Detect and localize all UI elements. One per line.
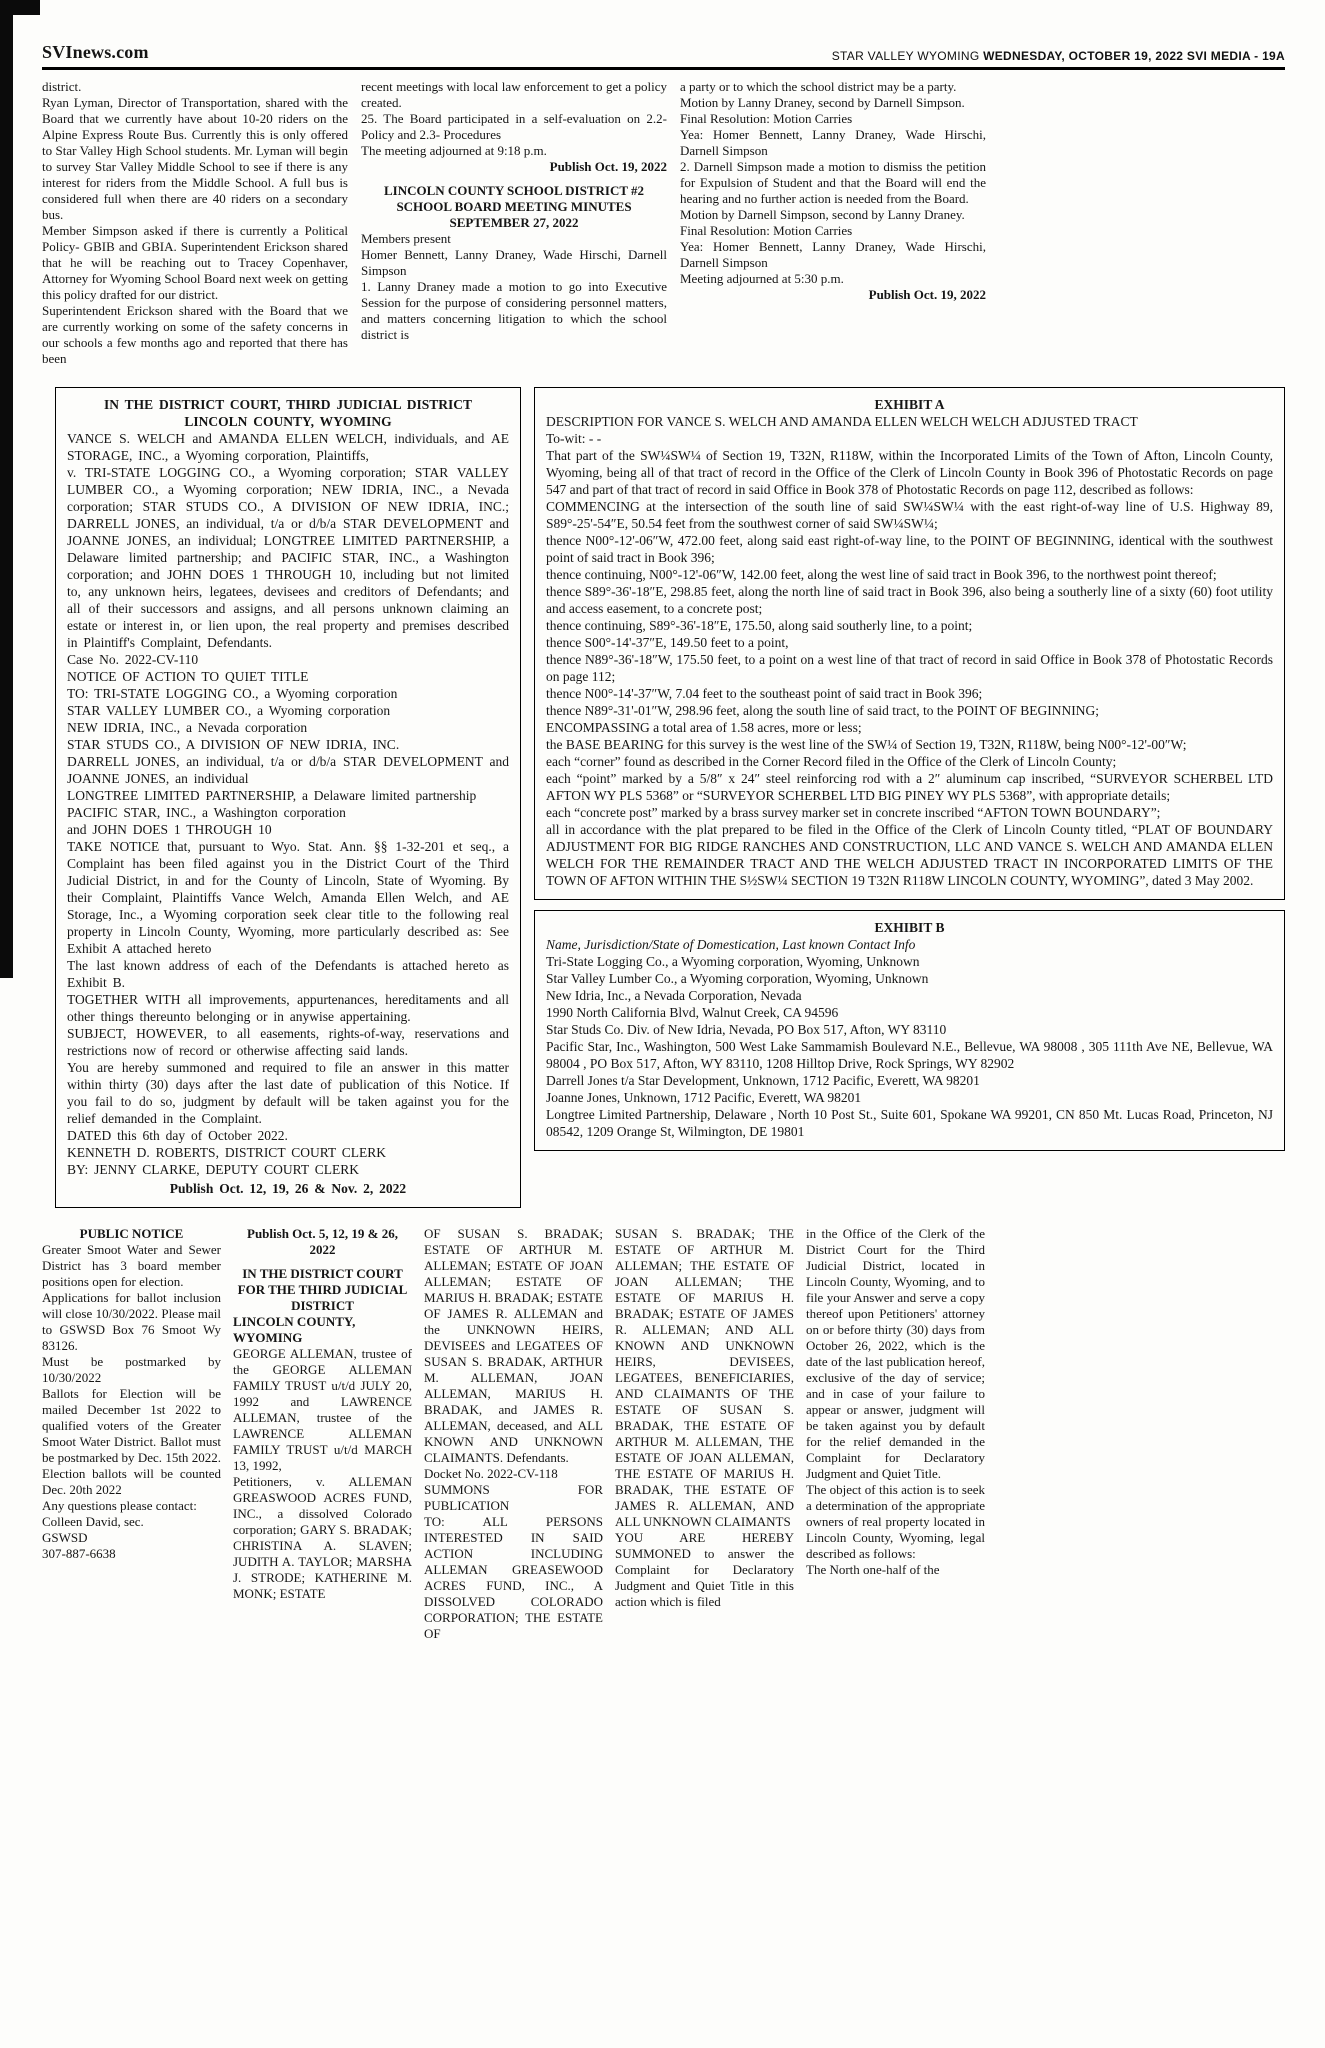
notice-paragraph: TOGETHER WITH all improvements, appurtenances, hereditaments and all other things thereunto belonging or in anywise appertaining. [67, 992, 509, 1024]
quiet-title-notice-box [55, 387, 521, 1208]
meeting-heading-line: SEPTEMBER 27, 2022 [449, 215, 579, 230]
minutes-paragraph: Member Simpson asked if there is currently a Political Policy- GBIB and GBIA. Superintendent Erickson shared that he will be reaching out to Tracey Copenhaver, Attorney for Wyoming School Board next week on getting this policy drafted for our district. [42, 223, 348, 302]
notice-paragraph: NEW IDRIA, INC., a Nevada corporation [67, 720, 308, 735]
minutes-paragraph: Members present [361, 231, 451, 246]
notice-paragraph: v. TRI-STATE LOGGING CO., a Wyoming corporation; STAR VALLEY LUMBER CO., a Wyoming corporation; NEW IDRIA, INC., a Nevada corporation; STAR STUDS CO., A DIVISION OF NEW IDRIA, INC.; DARRELL JONES, an individual, t/a or d/b/a STAR DEVELOPMENT and JOANNE JONES, an individual; LONGTREE LIMITED PARTNERSHIP, a Delaware limited partnership; and PACIFIC STAR, INC., a Washington corporation; and JOHN DOES 1 THROUGH 10, including but not limited to, any unknown heirs, legatees, devisees and creditors of Defendants; and all of their successors and assigns, and all persons unknown claiming an estate or interest in, or lien upon, the real property and premises described in Plaintiff's Complaint, Defendants. [67, 465, 509, 650]
minutes-paragraph: a party or to which the school district may be a party. [680, 79, 957, 94]
exhibit-b-entry: Pacific Star, Inc., Washington, 500 West Lake Sammamish Boulevard N.E., Bellevue, WA 98008 , 305 111th Ave NE, Bellevue, WA 98004 , PO Box 517, Afton, WY 83110, 1208 Hilltop Drive, Rock Springs, WY 82902 [546, 1039, 1273, 1071]
public-notice-paragraph: Must be postmarked by 10/30/2022 [42, 1354, 221, 1385]
minutes-column-2 [361, 79, 667, 367]
county-heading: LINCOLN COUNTY, WYOMING [233, 1314, 356, 1345]
exhibit-a-paragraph: COMMENCING at the intersection of the south line of said SW¼SW¼ with the east right-of-way line of U.S. Highway 89, S89°-25'-54″E, 50.54 feet from the southwest corner of said SW¼SW¼; [546, 499, 1273, 531]
publish-line: Publish Oct. 12, 19, 26 & Nov. 2, 2022 [169, 1181, 407, 1196]
exhibit-a-paragraph: thence S00°-14'-37″E, 149.50 feet to a point, [546, 635, 789, 650]
exhibit-a-paragraph: To-wit: - - [546, 431, 602, 446]
notice-paragraph: STAR STUDS CO., A DIVISION OF NEW IDRIA, INC. [67, 737, 400, 752]
summons-paragraph: Petitioners, v. ALLEMAN GREASWOOD ACRES FUND, INC., a dissolved Colorado corporation; GARY S. BRADAK; CHRISTINA A. SLAVEN; JUDITH A. TAYLOR; MARSHA J. STRODE; KATHERINE M. MONK; ESTATE [233, 1474, 412, 1601]
minutes-column-3 [680, 79, 986, 367]
exhibit-b-title: EXHIBIT B [874, 920, 945, 935]
exhibit-a-paragraph: the BASE BEARING for this survey is the west line of the SW¼ of Section 19, T32N, R118W, being N00°-12'-00″W; [546, 737, 1187, 752]
exhibit-b-legend: Name, Jurisdiction/State of Domestication, Last known Contact Info [546, 937, 916, 952]
summons-paragraph: Docket No. 2022-CV-118 [424, 1466, 558, 1481]
exhibit-b-entry: Star Studs Co. Div. of New Idria, Nevada, PO Box 517, Afton, WY 83110 [546, 1022, 947, 1037]
minutes-paragraph: 1. Lanny Draney made a motion to go into Executive Session for the purpose of considering personnel matters, and matters concerning litigation to which the school district is [361, 279, 667, 342]
notice-paragraph: TO: TRI-STATE LOGGING CO., a Wyoming corporation [67, 686, 398, 701]
header-region: STAR VALLEY WYOMING [831, 49, 984, 63]
exhibit-b-entry: Darrell Jones t/a Star Development, Unknown, 1712 Pacific, Everett, WA 98201 [546, 1073, 980, 1088]
exhibit-a-body [546, 413, 1273, 889]
minutes-paragraph: recent meetings with local law enforcement to get a policy created. [361, 79, 667, 110]
exhibit-a-paragraph: That part of the SW¼SW¼ of Section 19, T32N, R118W, within the Incorporated Limits of the Town of Afton, Lincoln County, Wyoming, being all of that tract of record in the Office of the Clerk of Lincoln County in Book 396 of Photostatic Records on page 547 and part of that tract of record in said Office in Book 378 of Photostatic Records on page 112, described as follows: [546, 448, 1273, 497]
public-notice-paragraph: 307-887-6638 [42, 1546, 116, 1561]
exhibits-stack [534, 387, 1285, 1151]
summons-paragraph: The North one-half of the [806, 1562, 940, 1577]
minutes-paragraph: Homer Bennett, Lanny Draney, Wade Hirschi, Darnell Simpson [361, 247, 667, 278]
publish-line: Publish Oct. 19, 2022 [868, 287, 986, 302]
notice-paragraph: Case No. 2022-CV-110 [67, 652, 199, 667]
exhibit-b-entry: 1990 North California Blvd, Walnut Creek, CA 94596 [546, 1005, 839, 1020]
minutes-paragraph: Final Resolution: Motion Carries [680, 223, 853, 238]
notice-title-line: LINCOLN COUNTY, WYOMING [184, 414, 392, 429]
exhibit-a-paragraph: each “point” marked by a 5/8″ x 24″ steel reinforcing rod with a 2″ aluminum cap inscribed, “SURVEYOR SCHERBEL LTD AFTON WY PLS 5368” or “SURVEYOR SCHERBEL LTD BIG PINEY WY PLS 5368”, with appropriate details; [546, 771, 1273, 803]
minutes-column-2-body [361, 79, 667, 159]
exhibit-a-paragraph: each “concrete post” marked by a brass survey marker set in concrete inscribed “AFTON TOWN BOUNDARY”; [546, 805, 1161, 820]
minutes-paragraph: 25. The Board participated in a self-evaluation on 2.2- Policy and 2.3- Procedures [361, 111, 667, 142]
minutes-paragraph: Meeting adjourned at 5:30 p.m. [680, 271, 844, 286]
summons-column-3 [615, 1226, 794, 1642]
exhibit-a-box [534, 387, 1285, 900]
minutes-column-1 [42, 79, 348, 367]
minutes-paragraph: Motion by Lanny Draney, second by Darnell Simpson. [680, 95, 965, 110]
meeting-heading-line: LINCOLN COUNTY SCHOOL DISTRICT #2 [383, 183, 645, 198]
notice-paragraph: DARRELL JONES, an individual, t/a or d/b/a STAR DEVELOPMENT and JOANNE JONES, an individual [67, 754, 509, 786]
summons-paragraph: The object of this action is to seek a determination of the appropriate owners of real property located in Lincoln County, Wyoming, legal described as follows: [806, 1482, 985, 1561]
notice-paragraph: You are hereby summoned and required to file an answer in this matter within thirty (30) days after the last date of publication of this Notice. If you fail to do so, judgment by default will be taken against you for the relief demanded in the Complaint. [67, 1060, 509, 1126]
page-header [42, 42, 1285, 63]
meeting-heading [361, 183, 667, 231]
exhibit-b-entry: Longtree Limited Partnership, Delaware , North 10 Post St., Suite 601, Spokane WA 99201, CN 850 Mt. Lucas Road, Princeton, NJ 08542, 1209 Orange St, Wilmington, DE 19801 [546, 1107, 1273, 1139]
gswsd-public-notice [42, 1226, 221, 1642]
exhibit-a-title: EXHIBIT A [874, 397, 945, 412]
minutes-paragraph: Yea: Homer Bennett, Lanny Draney, Wade Hirschi, Darnell Simpson [680, 239, 986, 270]
minutes-column-3-body [680, 79, 986, 287]
publish-line: Publish Oct. 19, 2022 [549, 159, 667, 174]
legal-notices-section [42, 387, 1285, 1208]
header-page-number: SVI MEDIA - 19A [1183, 49, 1285, 63]
notice-title-line: IN THE DISTRICT COURT, THIRD JUDICIAL DISTRICT [104, 397, 472, 412]
minutes-paragraph: Motion by Darnell Simpson, second by Lanny Draney. [680, 207, 965, 222]
public-notice-paragraph: GSWSD [42, 1530, 88, 1545]
exhibit-a-paragraph: each “corner” found as described in the Corner Record filed in the Office of the Clerk of Lincoln County; [546, 754, 1117, 769]
public-notice-paragraph: Applications for ballot inclusion will close 10/30/2022. Please mail to GSWSD Box 76 Smoot Wy 83126. [42, 1290, 221, 1353]
public-notice-title: PUBLIC NOTICE [79, 1226, 184, 1241]
summons-paragraph: GEORGE ALLEMAN, trustee of the GEORGE ALLEMAN FAMILY TRUST u/t/d JULY 20, 1992 and LAWRENCE ALLEMAN, trustee of the LAWRENCE ALLEMAN FAMILY TRUST u/t/d MARCH 13, 1992, [233, 1346, 412, 1473]
exhibit-b-entry: Tri-State Logging Co., a Wyoming corporation, Wyoming, Unknown [546, 954, 920, 969]
exhibit-b-entry: New Idria, Inc., a Nevada Corporation, Nevada [546, 988, 802, 1003]
header-rule [42, 67, 1285, 70]
notice-paragraph: TAKE NOTICE that, pursuant to Wyo. Stat. Ann. §§ 1-32-201 et seq., a Complaint has been filed against you in the District Court of the Third Judicial District, in and for the County of Lincoln, State of Wyoming. By their Complaint, Plaintiffs Vance Welch, Amanda Ellen Welch, and AE Storage, Inc., a Wyoming corporation seek clear title to the following real property in Lincoln County, Wyoming, more particularly described as: See Exhibit A attached hereto [67, 839, 509, 956]
board-minutes-section [42, 79, 1285, 367]
exhibit-a-paragraph: DESCRIPTION FOR VANCE S. WELCH AND AMANDA ELLEN WELCH WELCH ADJUSTED TRACT [546, 414, 1138, 429]
notice-paragraph: NOTICE OF ACTION TO QUIET TITLE [67, 669, 309, 684]
header-date: WEDNESDAY, OCTOBER 19, 2022 [983, 49, 1184, 63]
notice-body [67, 430, 509, 1178]
exhibit-a-paragraph: thence S89°-36'-18″E, 298.85 feet, along the north line of said tract in Book 396, also being a southerly line of a sixty (60) foot utility and access easement, to a concrete post; [546, 584, 1273, 616]
summons-paragraph: SUMMONS FOR PUBLICATION [424, 1482, 603, 1513]
notice-paragraph: BY: JENNY CLARKE, DEPUTY COURT CLERK [67, 1162, 359, 1177]
minutes-paragraph: district. [42, 79, 82, 94]
summons-body-1 [233, 1346, 412, 1602]
notice-paragraph: VANCE S. WELCH and AMANDA ELLEN WELCH, individuals, and AE STORAGE, INC., a Wyoming corporation, Plaintiffs, [67, 431, 509, 463]
notice-paragraph: STAR VALLEY LUMBER CO., a Wyoming corporation [67, 703, 391, 718]
minutes-column-2-body-b [361, 231, 667, 343]
summons-column-2 [424, 1226, 603, 1642]
masthead: SVInews.com [42, 42, 149, 62]
notice-title [67, 396, 509, 430]
minutes-paragraph: Superintendent Erickson shared with the Board that we are currently working on some of the safety concerns in our schools a few months ago and reported that there has been [42, 303, 348, 366]
exhibit-a-paragraph: thence N00°-14'-37″W, 7.04 feet to the southeast point of said tract in Book 396; [546, 686, 983, 701]
notice-paragraph: PACIFIC STAR, INC., a Washington corporation [67, 805, 346, 820]
summons-column-1 [233, 1226, 412, 1642]
summons-paragraph: SUSAN S. BRADAK; THE ESTATE OF ARTHUR M. ALLEMAN; THE ESTATE OF JOAN ALLEMAN; THE ESTATE OF MARIUS H. BRADAK; ESTATE OF JAMES R. ALLEMAN; AND ALL KNOWN AND UNKNOWN HEIRS, DEVISEES, LEGATEES, BENEFICIARIES, AND CLAIMANTS OF THE ESTATE OF SUSAN S. BRADAK, THE ESTATE OF ARTHUR M. ALLEMAN, THE ESTATE OF JOAN ALLEMAN, THE ESTATE OF MARIUS H. BRADAK, THE ESTATE OF JAMES R. ALLEMAN, AND ALL UNKNOWN CLAIMANTS [615, 1226, 794, 1529]
public-notice-paragraph: Greater Smoot Water and Sewer District has 3 board member positions open for election. [42, 1242, 221, 1289]
exhibit-a-paragraph: ENCOMPASSING a total area of 1.58 acres, more or less; [546, 720, 862, 735]
minutes-paragraph: 2. Darnell Simpson made a motion to dismiss the petition for Expulsion of Student and that the Board will end the hearing and no further action is needed from the Board. [680, 159, 986, 206]
exhibit-a-paragraph: thence continuing, N00°-12'-06″W, 142.00 feet, along the west line of said tract in Book 396, to the northwest point thereof; [546, 567, 1217, 582]
summons-column-4 [806, 1226, 985, 1642]
notice-paragraph: and JOHN DOES 1 THROUGH 10 [67, 822, 272, 837]
court-heading: IN THE DISTRICT COURT FOR THE THIRD JUDICIAL DISTRICT [237, 1266, 408, 1313]
meeting-heading-line: SCHOOL BOARD MEETING MINUTES [396, 199, 632, 214]
minutes-paragraph: Ryan Lyman, Director of Transportation, shared with the Board that we currently have about 10-20 riders on the Alpine Express Route Bus. Currently this is only offered to Star Valley High School students. Mr. Lyman will begin to survey Star Valley Middle School to see if there is any interest for riders from the Middle School. A full bus is considered full when there are 40 riders on a secondary bus. [42, 95, 348, 222]
exhibit-a-paragraph: thence N00°-12'-06″W, 472.00 feet, along said east right-of-way line, to the POINT OF BEGINNING, identical with the southwest point of said tract in Book 396; [546, 533, 1273, 565]
minutes-paragraph: The meeting adjourned at 9:18 p.m. [361, 143, 547, 158]
notice-paragraph: LONGTREE LIMITED PARTNERSHIP, a Delaware limited partnership [67, 788, 477, 803]
public-notice-paragraph: Ballots for Election will be mailed December 1st 2022 to qualified voters of the Greater Smoot Water District. Ballot must be postmarked by Dec. 15th 2022. Election ballots will be counted Dec. 20th 2022 [42, 1386, 221, 1497]
publish-line: Publish Oct. 5, 12, 19 & 26, 2022 [247, 1226, 398, 1257]
exhibit-a-paragraph: all in accordance with the plat prepared to be filed in the Office of the Clerk of Lincoln County titled, “PLAT OF BOUNDARY ADJUSTMENT FOR BIG RIDGE RANCHES AND CONSTRUCTION, LLC AND VANCE S. WELCH AND AMANDA ELLEN WELCH FOR THE REMAINDER TRACT AND THE WELCH ADJUSTED TRACT IN INCORPORATED LIMITS OF THE TOWN OF AFTON WITHIN THE S½SW¼ SECTION 19 T32N R118W LINCOLN COUNTY, WYOMING”, dated 3 May 2002. [546, 822, 1273, 888]
minutes-paragraph: Yea: Homer Bennett, Lanny Draney, Wade Hirschi, Darnell Simpson [680, 127, 986, 158]
exhibit-a-paragraph: thence N89°-36'-18″W, 175.50 feet, to a point on a west line of that tract of record in said Office in Book 378 of Photostatic Records on page 112; [546, 652, 1273, 684]
notice-paragraph: KENNETH D. ROBERTS, DISTRICT COURT CLERK [67, 1145, 387, 1160]
public-notice-body [42, 1242, 221, 1562]
summons-paragraph: YOU ARE HEREBY SUMMONED to answer the Complaint for Declaratory Judgment and Quiet Title in this action which is filed [615, 1530, 794, 1609]
header-dateline [832, 49, 1285, 63]
notice-paragraph: DATED this 6th day of October 2022. [67, 1128, 288, 1143]
public-notice-paragraph: Any questions please contact: [42, 1498, 197, 1513]
minutes-paragraph: Final Resolution: Motion Carries [680, 111, 853, 126]
exhibit-b-entry: Joanne Jones, Unknown, 1712 Pacific, Everett, WA 98201 [546, 1090, 862, 1105]
exhibit-a-paragraph: thence N89°-31'-01″W, 298.96 feet, along the south line of said tract, to the POINT OF BEGINNING; [546, 703, 1099, 718]
summons-paragraph: in the Office of the Clerk of the District Court for the Third Judicial District, located in Lincoln County, Wyoming, and to file your Answer and serve a copy thereof upon Petitioners' attorney on or before thirty (30) days from October 26, 2022, which is the date of the last publication hereof, exclusive of the day of service; and in case of your failure to appear or answer, judgment will be taken against you by default for the relief demanded in the Complaint for Declaratory Judgment and Quiet Title. [806, 1226, 985, 1481]
exhibit-b-entry: Star Valley Lumber Co., a Wyoming corporation, Wyoming, Unknown [546, 971, 929, 986]
exhibit-b-box [534, 910, 1285, 1151]
summons-paragraph: OF SUSAN S. BRADAK; ESTATE OF ARTHUR M. ALLEMAN; ESTATE OF JOAN ALLEMAN; ESTATE OF MARIUS H. BRADAK; ESTATE OF JAMES R. ALLEMAN and the UNKNOWN HEIRS, DEVISEES and LEGATEES OF SUSAN S. BRADAK, ARTHUR M. ALLEMAN, JOAN ALLEMAN, MARIUS H. BRADAK, and JAMES R. ALLEMAN, deceased, and ALL KNOWN AND UNKNOWN CLAIMANTS. Defendants. [424, 1226, 603, 1465]
exhibit-a-paragraph: thence continuing, S89°-36'-18″E, 175.50, along said southerly line, to a point; [546, 618, 973, 633]
notice-paragraph: SUBJECT, HOWEVER, to all easements, rights-of-way, reservations and restrictions now of record or otherwise affecting said lands. [67, 1026, 509, 1058]
public-notice-paragraph: Colleen David, sec. [42, 1514, 144, 1529]
notice-paragraph: The last known address of each of the Defendants is attached hereto as Exhibit B. [67, 958, 509, 990]
exhibit-b-body [546, 953, 1273, 1140]
summons-paragraph: TO: ALL PERSONS INTERESTED IN SAID ACTION INCLUDING ALLEMAN GREASEWOOD ACRES FUND, INC., A DISSOLVED COLORADO CORPORATION; THE ESTATE OF [424, 1514, 603, 1641]
public-notices-section [42, 1226, 1285, 1642]
